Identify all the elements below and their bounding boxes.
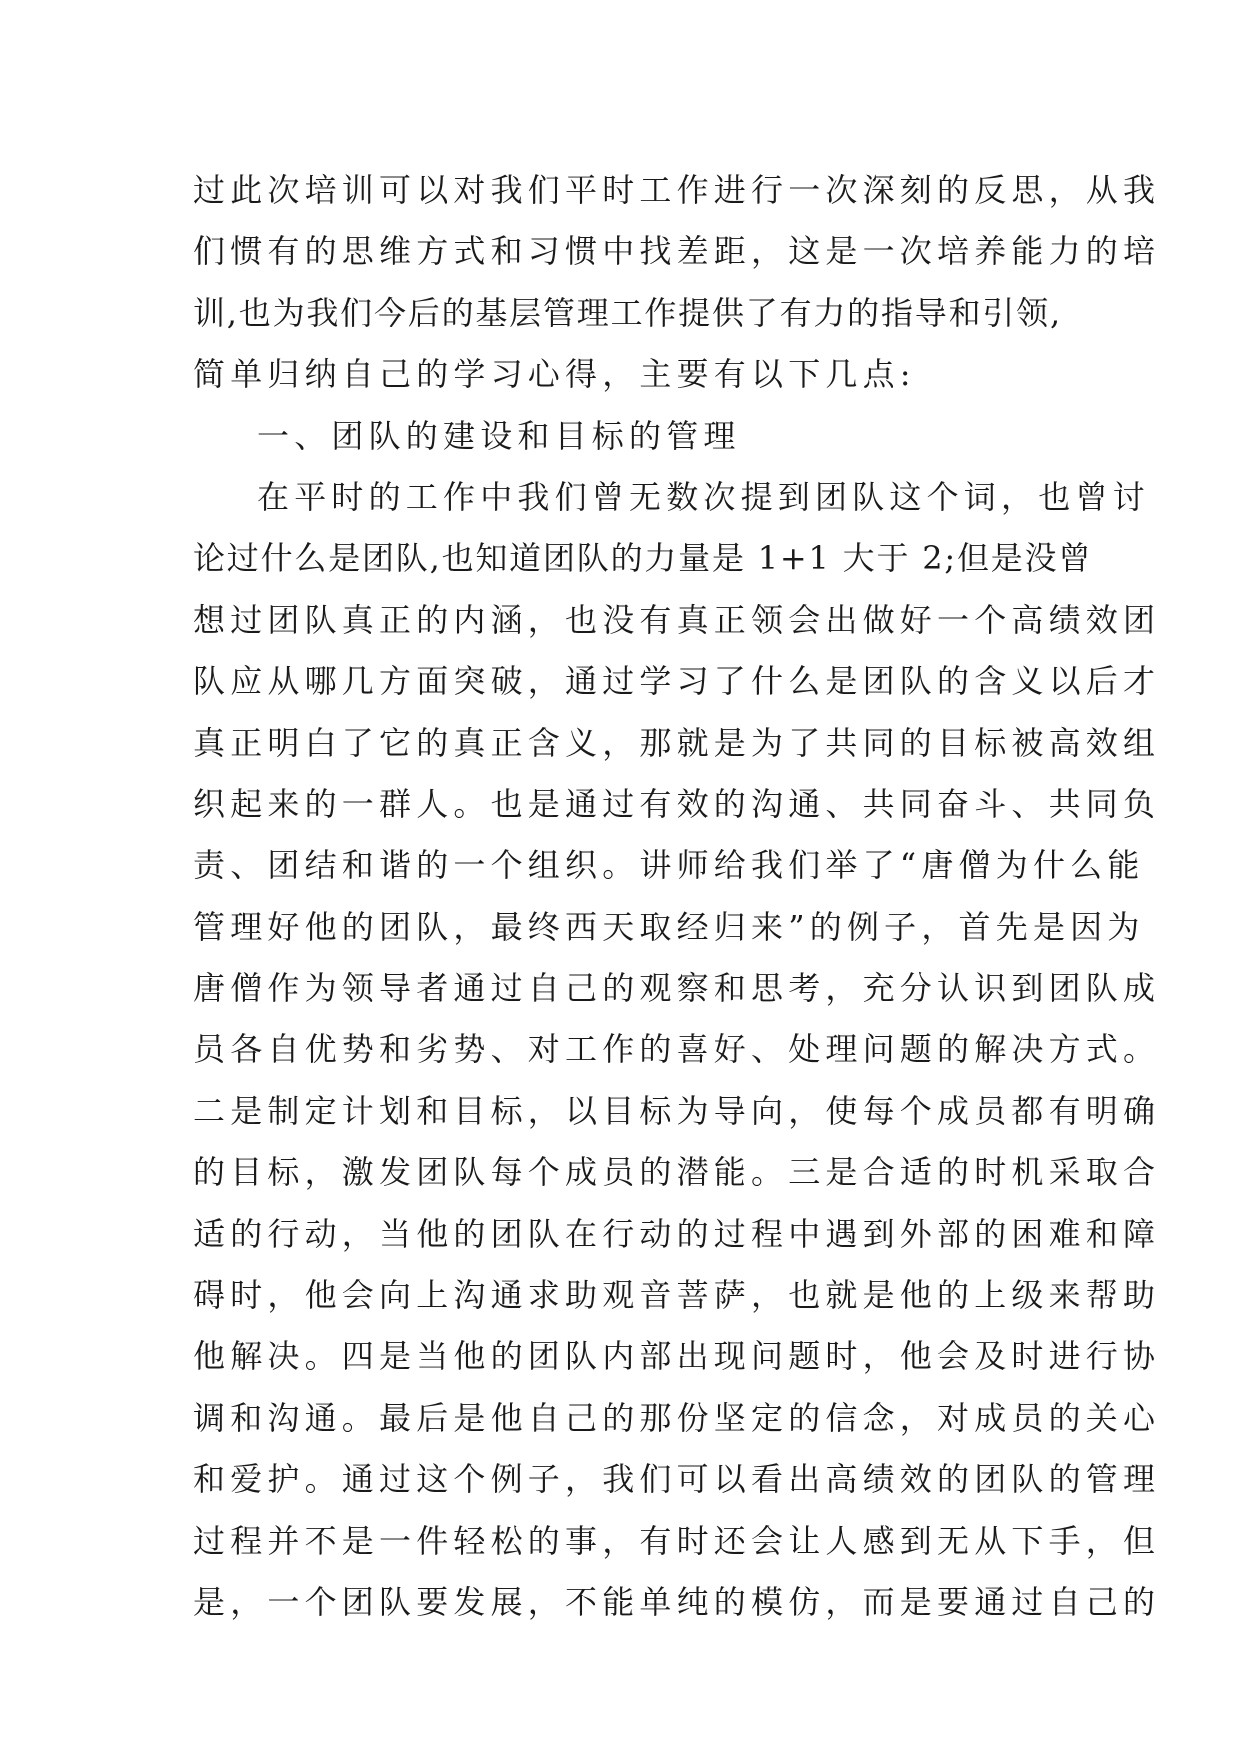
text-line: 想过团队真正的内涵，也没有真正领会出做好一个高绩效团: [193, 600, 1161, 639]
text-line: 责、团结和谐的一个组织。讲师给我们举了“唐僧为什么能: [193, 846, 1145, 885]
text-line: 们惯有的思维方式和习惯中找差距，这是一次培养能力的培: [193, 232, 1161, 271]
text-line: 织起来的一群人。也是通过有效的沟通、共同奋斗、共同负: [193, 784, 1161, 823]
text-line: 的目标，激发团队每个成员的潜能。三是合适的时机采取合: [193, 1153, 1161, 1192]
text-line: 论过什么是团队,也知道团队的力量是 1+1 大于 2;但是没曾: [193, 539, 1093, 578]
text-line: 唐僧作为领导者通过自己的观察和思考，充分认识到团队成: [193, 969, 1161, 1008]
body-text: [193, 160, 1161, 1633]
text-line: 是，一个团队要发展，不能单纯的模仿，而是要通过自己的: [193, 1582, 1161, 1621]
text-line: 队应从哪几方面突破，通过学习了什么是团队的含义以后才: [193, 662, 1161, 701]
text-line: 调和沟通。最后是他自己的那份坚定的信念，对成员的关心: [193, 1398, 1161, 1437]
section-heading: 一、团队的建设和目标的管理: [257, 416, 741, 455]
text-line: 简单归纳自己的学习心得，主要有以下几点:: [193, 355, 916, 394]
text-line: 适的行动，当他的团队在行动的过程中遇到外部的困难和障: [193, 1214, 1161, 1253]
text-line: 员各自优势和劣势、对工作的喜好、处理问题的解决方式。: [193, 1030, 1161, 1069]
text-line: 他解决。四是当他的团队内部出现问题时，他会及时进行协: [193, 1337, 1161, 1376]
text-line: 真正明白了它的真正含义，那就是为了共同的目标被高效组: [193, 723, 1161, 762]
text-line: 在平时的工作中我们曾无数次提到团队这个词，也曾讨: [257, 477, 1150, 516]
text-line: 过程并不是一件轻松的事，有时还会让人感到无从下手，但: [193, 1521, 1161, 1560]
text-line: 碍时，他会向上沟通求助观音菩萨，也就是他的上级来帮助: [193, 1276, 1161, 1315]
text-line: 训,也为我们今后的基层管理工作提供了有力的指导和引领,: [193, 293, 1062, 332]
text-line: 和爱护。通过这个例子，我们可以看出高绩效的团队的管理: [193, 1460, 1161, 1499]
text-line: 二是制定计划和目标，以目标为导向，使每个成员都有明确: [193, 1091, 1161, 1130]
text-line: 管理好他的团队，最终西天取经归来”的例子，首先是因为: [193, 907, 1145, 946]
text-line: 过此次培训可以对我们平时工作进行一次深刻的反思，从我: [193, 171, 1161, 209]
